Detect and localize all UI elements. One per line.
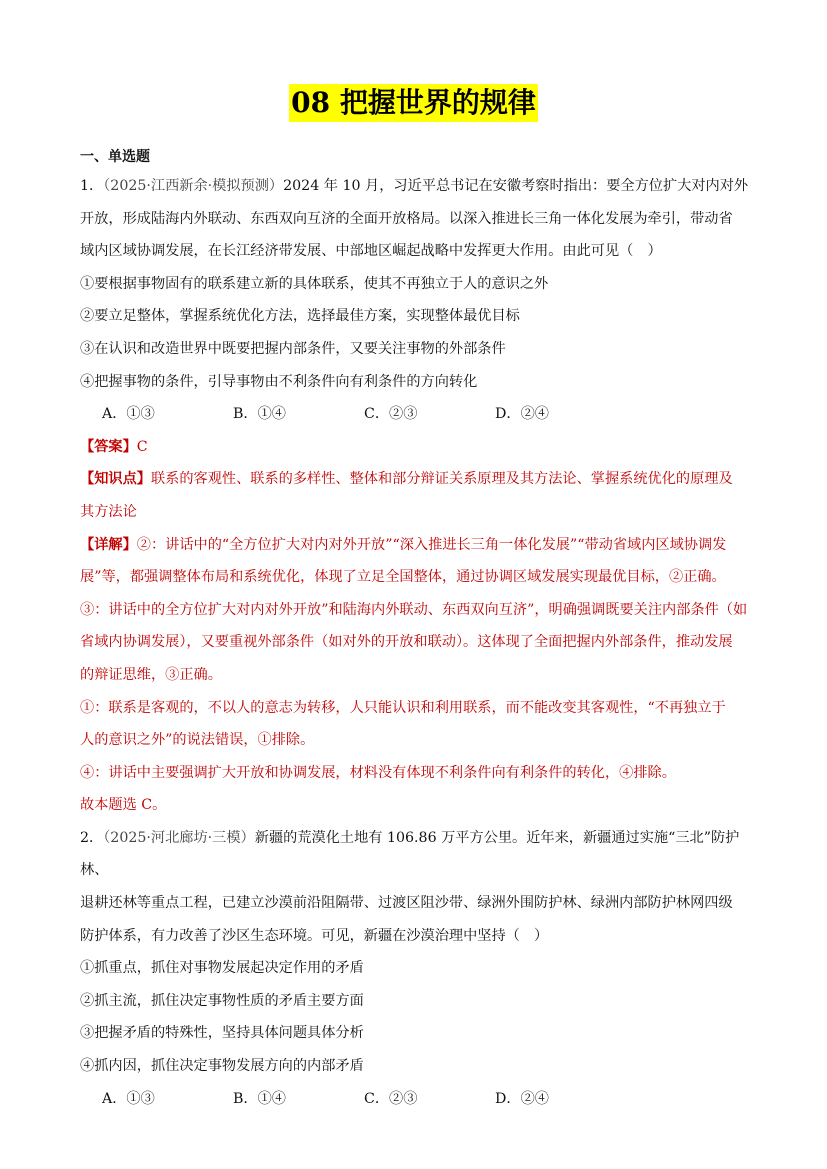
question-number: 2． — [80, 829, 104, 846]
statement-item: ④把握事物的条件，引导事物由不利条件向有利条件的方向转化 — [80, 373, 478, 390]
statement-item: ③在认识和改造世界中既要把握内部条件，又要关注事物的外部条件 — [80, 340, 506, 357]
statement-item: ④抓内因，抓住决定事物发展方向的内部矛盾 — [80, 1058, 364, 1075]
stem-line: 防护体系，有力改善了沙区生态环境。可见，新疆在沙漠治理中坚持（ ） — [80, 927, 549, 944]
option-d: D．②④ — [495, 406, 549, 423]
question-1 — [80, 170, 752, 822]
stem-line: 开放，形成陆海内外联动、东西双向互济的全面开放格局。以深入推进长三角一体化发展为牵引，带动省 — [80, 210, 733, 227]
detail-line: 展”等，都强调整体布局和系统优化，体现了立足全国整体，通过协调区域发展实现最优目标，②正确。 — [80, 569, 726, 586]
knowledge-text: 其方法论 — [80, 503, 137, 520]
detail-line: ①：联系是客观的，不以人的意志为转移，人只能认识和利用联系，而不能改变其客观性，“不再独立于 — [80, 699, 726, 716]
answer-label: 【答案】 — [80, 438, 137, 455]
page-title: 08 把握世界的规律 — [289, 84, 538, 122]
statement-item: ①要根据事物固有的联系建立新的具体联系，使其不再独立于人的意识之外 — [80, 275, 549, 292]
knowledge-label: 【知识点】 — [80, 471, 151, 488]
question-stem — [80, 822, 752, 887]
stem-line: 新疆的荒漠化土地有 106.86 万平方公里。近年来，新疆通过实施“三北”防护林、 — [80, 829, 740, 879]
title-wrap — [0, 84, 827, 122]
statement-item: ②抓主流，抓住决定事物性质的矛盾主要方面 — [80, 992, 364, 1009]
detail-text: ②：讲话中的“全方位扩大对内对外开放”“深入推进长三角一体化发展”“带动省域内区域协调发 — [136, 536, 727, 553]
option-b: B．①④ — [233, 406, 286, 423]
statement-item: ②要立足整体，掌握系统优化方法，选择最佳方案，实现整体最优目标 — [80, 308, 520, 325]
document-body — [80, 170, 752, 1115]
knowledge-point — [80, 463, 752, 496]
option-a: A．①③ — [102, 406, 155, 423]
detail-line: ④：讲话中主要强调扩大开放和协调发展，材料没有体现不利条件向有利条件的转化，④排除。 — [80, 764, 676, 781]
detail-line: 省域内协调发展），又要重视外部条件（如对外的开放和联动）。这体现了全面把握内外部条件，推动发展 — [80, 634, 733, 651]
detail-line: 的辩证思维，③正确。 — [80, 666, 222, 683]
option-d: D．②④ — [495, 1090, 549, 1107]
question-stem — [80, 170, 752, 203]
detail-line: ③：讲话中的全方位扩大对内对外开放”和陆海内外联动、东西双向互济”，明确强调既要关注内部条件（如 — [80, 601, 748, 618]
option-a: A．①③ — [102, 1090, 155, 1107]
statement-item: ③把握矛盾的特殊性，坚持具体问题具体分析 — [80, 1025, 364, 1042]
statement-item: ①抓重点，抓住对事物发展起决定作用的矛盾 — [80, 960, 364, 977]
detail-conclusion: 故本题选 C。 — [80, 797, 167, 814]
answer-value: C — [136, 438, 148, 455]
question-source: （2025·河北廊坊·三模） — [103, 829, 255, 846]
detail-line — [80, 529, 752, 562]
answer-options — [80, 398, 752, 431]
detail-label: 【详解】 — [80, 536, 137, 553]
knowledge-text: 联系的客观性、联系的多样性、整体和部分辩证关系原理及其方法论、掌握系统优化的原理及 — [150, 471, 733, 488]
option-c: C．②③ — [364, 1090, 418, 1107]
stem-line: 退耕还林等重点工程，已建立沙漠前沿阻隔带、过渡区阻沙带、绿洲外围防护林、绿洲内部防护林网四级 — [80, 895, 733, 912]
question-source: （2025·江西新余·模拟预测） — [103, 178, 284, 194]
question-2 — [80, 822, 752, 1115]
answer-options — [80, 1083, 752, 1116]
detail-line: 人的意识之外”的说法错误，①排除。 — [80, 732, 315, 749]
answer-line — [80, 431, 752, 464]
question-number: 1． — [80, 178, 104, 194]
option-b: B．①④ — [233, 1090, 286, 1107]
section-heading: 一、单选题 — [80, 149, 150, 165]
stem-line: 2024 年 10 月，习近平总书记在安徽考察时指出：要全方位扩大对内对外 — [283, 178, 749, 194]
option-c: C．②③ — [364, 406, 418, 423]
stem-line: 域内区域协调发展，在长江经济带发展、中部地区崛起战略中发挥更大作用。由此可见（ ） — [80, 243, 662, 260]
